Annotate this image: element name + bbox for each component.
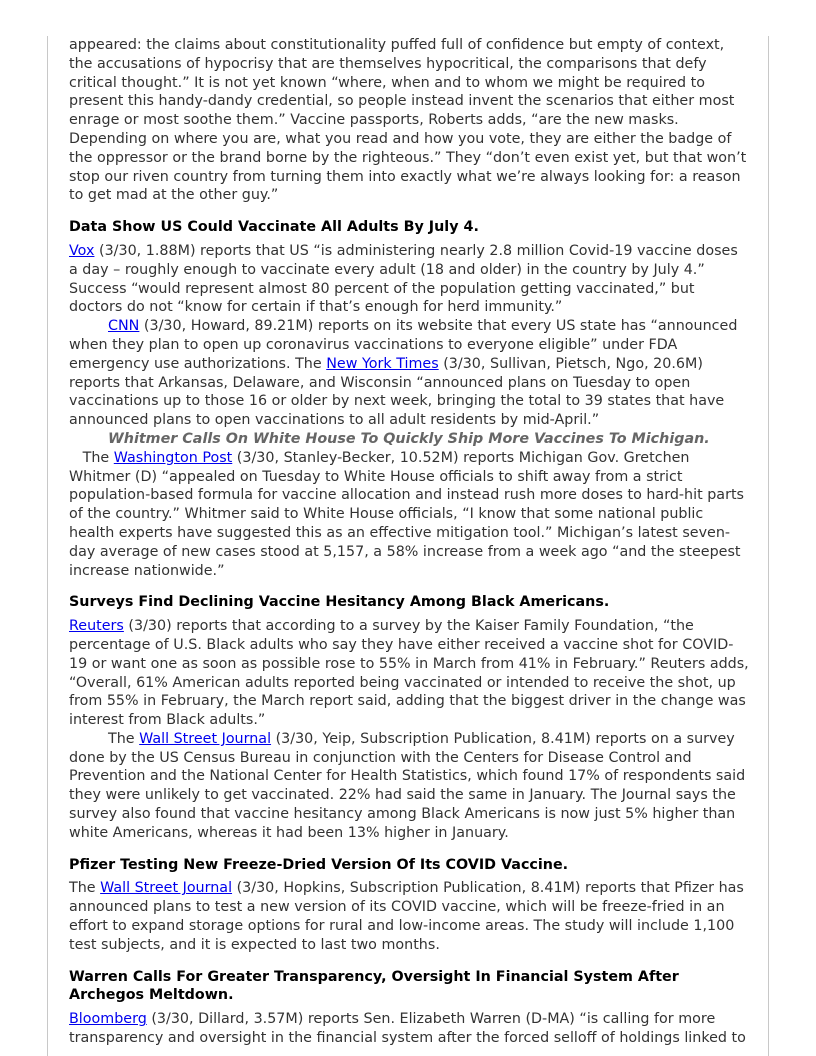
paragraph bbox=[69, 879, 749, 954]
subheadline-whitmer: Whitmer Calls On White House To Quickly Ship More Vaccines To Michigan. bbox=[108, 430, 710, 447]
paragraph-text: (3/30, Hopkins, Subscription Publication, 8.41M) reports that Pfizer has announced plans to test a new version of its COVID vaccine, which will be freeze-fried in an effort to expand storage options for rural and low-income areas. The study will include 1,100 test subjects, and it is expected to last two months. bbox=[69, 880, 744, 953]
source-link-bloomberg[interactable]: Bloomberg bbox=[69, 1011, 147, 1028]
source-link-vox[interactable]: Vox bbox=[69, 242, 95, 259]
paragraph-text: The bbox=[108, 730, 140, 747]
paragraph-text: (3/30, Howard, 89.21M) reports on its website that every US state has “announced when they plan to open up coronavirus vaccinations to everyone eligible” under FDA emergency use authorizations. The bbox=[69, 318, 738, 372]
intro-paragraph: appeared: the claims about constitutionality puffed full of confidence but empty of context, the accusations of hypocrisy that are themselves hypocritical, the comparisons that defy critical thought.” It is not yet known “where, when and to whom we might be required to present this handy-dandy credential, so people instead invent the scenarios that either most enrage or most soothe them.” Vaccine passports, Roberts adds, “are the new masks. Depending on where you are, what you read and how you vote, they are either the badge of the oppressor or the brand borne by the righteous.” They “don’t even exist yet, but that won’t stop our riven country from turning them into exactly what we’re always looking for: a reason to get mad at the other guy.” bbox=[69, 37, 747, 204]
paragraph-text: (3/30, Sullivan, Pietsch, Ngo, 20.6M) reports that Arkansas, Delaware, and Wisconsin “announced plans on Tuesday to open vaccinations up to those 16 or older by next week, bringing the total to 39 states that have announced plans to open vaccinations to all adult residents by mid-April.” bbox=[69, 355, 725, 429]
headline-vaccinate-adults: Data Show US Could Vaccinate All Adults By July 4. bbox=[69, 219, 479, 236]
source-link-wsj[interactable]: Wall Street Journal bbox=[139, 730, 272, 747]
paragraph-text: (3/30, Stanley-Becker, 10.52M) reports Michigan Gov. Gretchen Whitmer (D) “appealed on Tuesday to White House officials to shift away from a strict population-based formula for vaccine allocation and instead rush more doses to hard-hit parts of the country.” Whitmer said to White House officials, “I know that some national public health experts have suggested this as an effective mitigation tool.” Michigan’s latest seven-day average of new cases stood at 5,157, a 58% increase from a week ago “and the steepest increase nationwide.” bbox=[69, 449, 745, 579]
source-link-nytimes[interactable]: New York Times bbox=[326, 355, 439, 372]
document-page bbox=[47, 36, 769, 1056]
paragraph bbox=[69, 317, 749, 430]
paragraph-text: (3/30) reports that according to a survey by the Kaiser Family Foundation, “the percentage of U.S. Black adults who say they have either received a vaccine shot for COVID-19 or want one as soon as possible rose to 55% in March from 41% in February.” Reuters adds, “Overall, 61% American adults reported being vaccinated or intended to receive the shot, up from 55% in February, the March report said, adding that the biggest driver in the change was interest from Black adults.” bbox=[69, 618, 749, 729]
headline-warren-archegos: Warren Calls For Greater Transparency, Oversight In Financial System After Archegos Meltdown. bbox=[69, 968, 679, 1004]
paragraph-text: The bbox=[69, 880, 101, 897]
paragraph bbox=[69, 617, 749, 730]
document-content bbox=[69, 36, 749, 1048]
paragraph-text: (3/30, Yeip, Subscription Publication, 8.41M) reports on a survey done by the US Census Bureau in conjunction with the Centers for Disease Control and Prevention and the National Center for Health Statistics, which found 17% of respondents said they were unlikely to get vaccinated. 22% had said the same in January. The Journal says the survey also found that vaccine hesitancy among Black Americans is now just 5% higher than white Americans, whereas it had been 13% higher in January. bbox=[69, 730, 746, 841]
source-link-wsj[interactable]: Wall Street Journal bbox=[100, 880, 233, 897]
paragraph bbox=[69, 242, 749, 317]
paragraph-text: (3/30, Dillard, 3.57M) reports Sen. Elizabeth Warren (D-MA) “is calling for more transparency and oversight in the financial system after the forced selloff of holdings linked to bbox=[69, 1011, 746, 1047]
paragraph-text: The bbox=[69, 449, 114, 466]
paragraph-text: (3/30, 1.88M) reports that US “is administering nearly 2.8 million Covid-19 vaccine doses a day – roughly enough to vaccinate every adult (18 and older) in the country by July 4.” Success “would represent almost 80 percent of the population getting vaccinated,” but doctors do not “know for certain if that’s enough for herd immunity.” bbox=[69, 242, 738, 316]
source-link-reuters[interactable]: Reuters bbox=[69, 618, 124, 635]
paragraph bbox=[69, 1010, 749, 1048]
paragraph bbox=[69, 730, 749, 843]
headline-vaccine-hesitancy: Surveys Find Declining Vaccine Hesitancy Among Black Americans. bbox=[69, 594, 610, 611]
source-link-washington-post[interactable]: Washington Post bbox=[113, 449, 233, 466]
headline-pfizer-freeze-dried: Pfizer Testing New Freeze-Dried Version Of Its COVID Vaccine. bbox=[69, 856, 569, 873]
paragraph bbox=[69, 430, 749, 580]
source-link-cnn[interactable]: CNN bbox=[108, 318, 140, 335]
